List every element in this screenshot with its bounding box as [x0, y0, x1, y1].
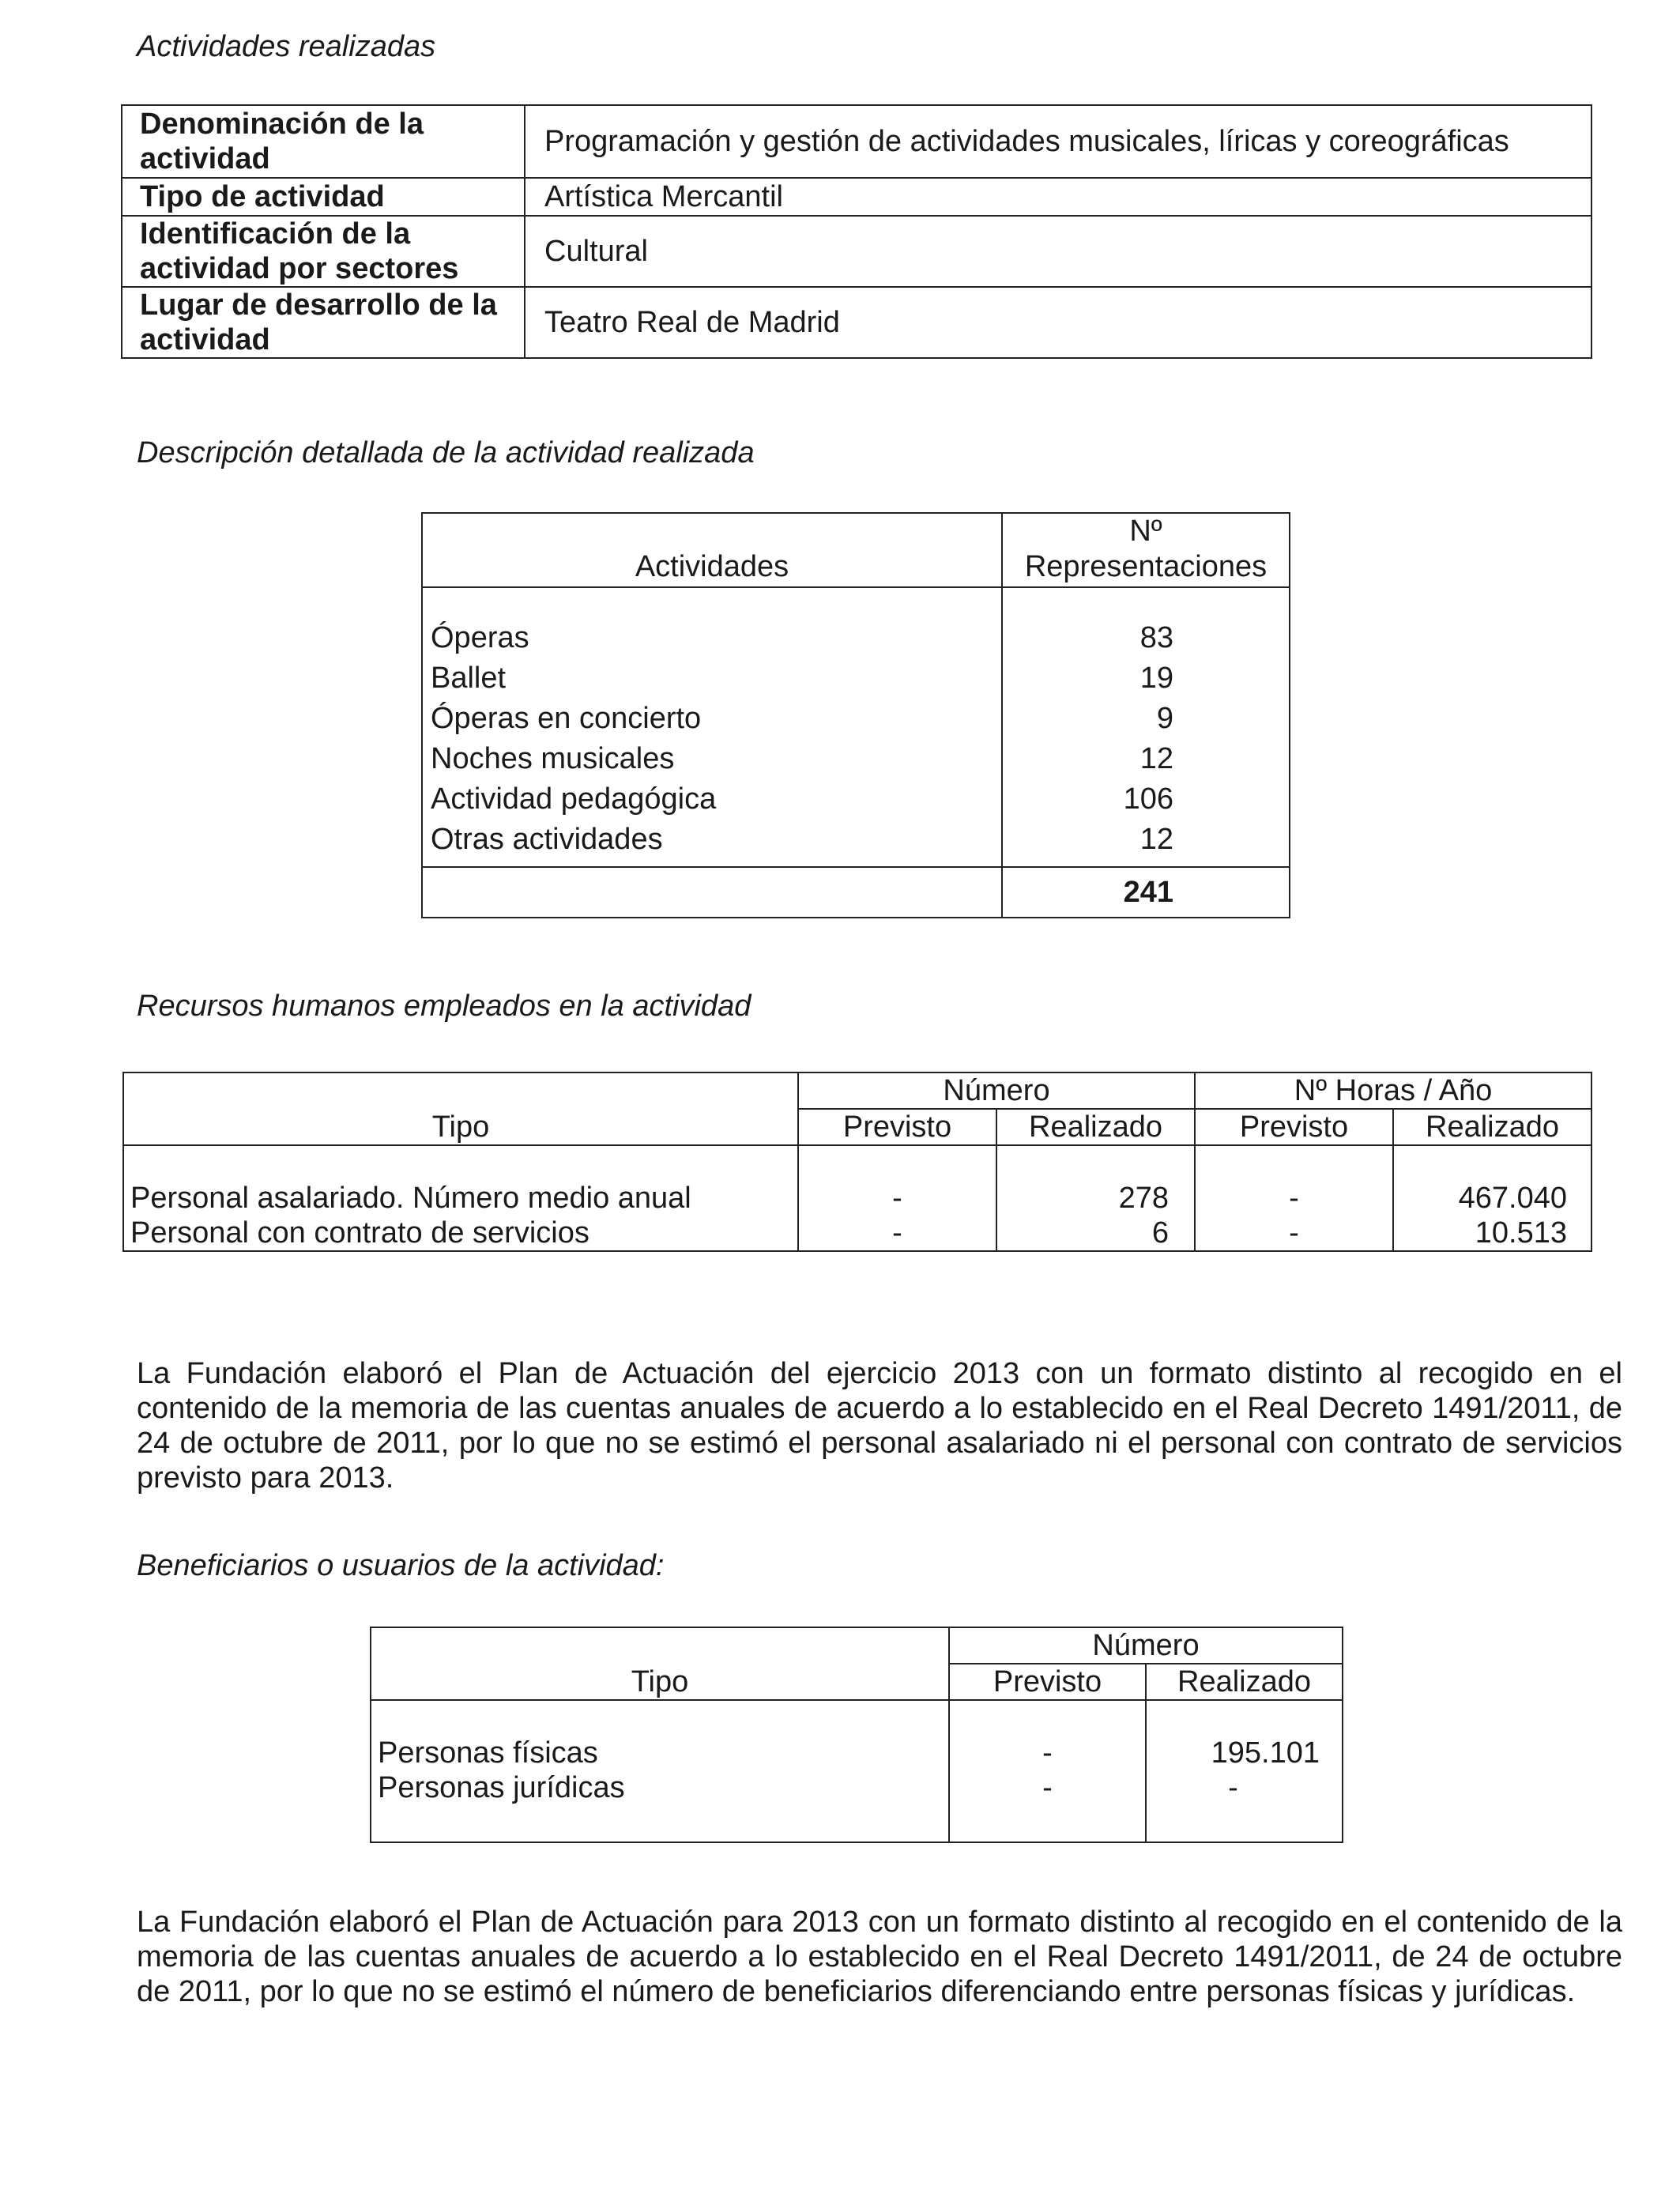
list-item: -	[1042, 1736, 1053, 1770]
list-item: 12	[1139, 742, 1173, 775]
list-item: 83	[1139, 621, 1173, 654]
header-horas: Nº Horas / Año	[1195, 1072, 1591, 1109]
list-item: 12	[1139, 823, 1173, 856]
numero-realizado-column	[996, 1145, 1195, 1251]
total-value: 241	[1002, 867, 1290, 918]
total-row	[422, 867, 1290, 918]
table-body-row	[123, 1145, 1591, 1251]
row-label: Tipo de actividad	[122, 178, 525, 216]
list-item: Personas jurídicas	[378, 1771, 625, 1804]
list-item: 19	[1139, 662, 1173, 695]
header-previsto: Previsto	[949, 1664, 1146, 1700]
heading-descripcion: Descripción detallada de la actividad realizada	[137, 436, 755, 469]
list-item: -	[1042, 1771, 1053, 1804]
list-item: Personal con contrato de servicios	[130, 1216, 590, 1250]
human-resources-table	[122, 1072, 1592, 1252]
header-previsto: Previsto	[798, 1109, 996, 1145]
list-item: Óperas en concierto	[431, 702, 702, 735]
row-label: Identificación de la actividad por sectores	[122, 216, 525, 287]
list-item: -	[1228, 1771, 1238, 1804]
row-label: Lugar de desarrollo de la actividad	[122, 287, 525, 358]
header-tipo: Tipo	[371, 1627, 949, 1700]
paragraph-personal-note: La Fundación elaboró el Plan de Actuación del ejercicio 2013 con un formato distinto al recogido en el contenido de la memoria de las cuentas anuales de acuerdo a lo establecido en el Real Decreto 1491/2011, de 24 de octubre de 2011, por lo que no se estimó el personal asalariado ni el personal con contrato de servicios previsto para 2013.	[137, 1357, 1622, 1495]
table-row	[122, 178, 1591, 216]
paragraph-beneficiarios-note: La Fundación elaboró el Plan de Actuación para 2013 con un formato distinto al recogido en el contenido de la memoria de las cuentas anuales de acuerdo a lo establecido en el Real Decreto 1491/2011, de 24 de octubre de 2011, por lo que no se estimó el número de beneficiarios diferenciando entre personas físicas y jurídicas.	[137, 1906, 1622, 2008]
header-numero: Número	[949, 1627, 1343, 1664]
table-body-row	[422, 587, 1290, 867]
header-realizado: Realizado	[1146, 1664, 1343, 1700]
heading-beneficiarios: Beneficiarios o usuarios de la actividad:	[137, 1549, 665, 1582]
list-item: 195.101	[1211, 1736, 1320, 1770]
list-item: Personas físicas	[378, 1736, 598, 1770]
activity-values	[1002, 587, 1290, 867]
tipo-column	[371, 1700, 949, 1842]
table-row	[122, 105, 1591, 178]
activities-table	[421, 512, 1290, 918]
row-value: Artística Mercantil	[525, 178, 1591, 216]
row-value: Teatro Real de Madrid	[525, 287, 1591, 358]
table-header-row	[371, 1627, 1343, 1664]
header-line: Nº	[1129, 515, 1162, 548]
heading-actividades-realizadas: Actividades realizadas	[137, 30, 436, 63]
activity-names	[422, 587, 1002, 867]
list-item: -	[1289, 1182, 1299, 1215]
header-realizado: Realizado	[996, 1109, 1195, 1145]
row-value: Programación y gestión de actividades musicales, líricas y coreográficas	[525, 105, 1591, 178]
list-item: -	[1289, 1216, 1299, 1250]
list-item: 6	[1151, 1216, 1169, 1250]
list-item: Noches musicales	[431, 742, 675, 775]
list-item: 467.040	[1458, 1182, 1567, 1215]
table-header-row	[422, 513, 1290, 587]
header-realizado: Realizado	[1393, 1109, 1591, 1145]
activity-info-table	[121, 104, 1592, 359]
header-tipo: Tipo	[123, 1072, 798, 1145]
list-item: 106	[1123, 782, 1173, 816]
table-header-row	[123, 1072, 1591, 1109]
list-item: 278	[1118, 1182, 1169, 1215]
list-item: Ballet	[431, 662, 507, 695]
header-numero: Número	[798, 1072, 1195, 1109]
row-value: Cultural	[525, 216, 1591, 287]
table-row	[122, 287, 1591, 358]
list-item: 10.513	[1475, 1216, 1567, 1250]
list-item: -	[892, 1182, 902, 1215]
realizado-column	[1146, 1700, 1343, 1842]
table-row	[122, 216, 1591, 287]
numero-previsto-column	[798, 1145, 996, 1251]
table-body-row	[371, 1700, 1343, 1842]
header-actividades: Actividades	[422, 513, 1002, 587]
list-item: -	[892, 1216, 902, 1250]
list-item: Actividad pedagógica	[431, 782, 717, 816]
list-item: Otras actividades	[431, 823, 663, 856]
total-empty-cell	[422, 867, 1002, 918]
beneficiaries-table	[370, 1627, 1343, 1843]
previsto-column	[949, 1700, 1146, 1842]
list-item: Personal asalariado. Número medio anual	[130, 1182, 691, 1215]
header-representaciones	[1002, 513, 1290, 587]
list-item: 9	[1156, 702, 1173, 735]
horas-previsto-column	[1195, 1145, 1393, 1251]
row-label: Denominación de la actividad	[122, 105, 525, 178]
heading-recursos-humanos: Recursos humanos empleados en la actividad	[137, 990, 751, 1023]
tipo-column	[123, 1145, 798, 1251]
header-line: Representaciones	[1024, 550, 1268, 583]
horas-realizado-column	[1393, 1145, 1591, 1251]
header-previsto: Previsto	[1195, 1109, 1393, 1145]
list-item: Óperas	[431, 621, 529, 654]
